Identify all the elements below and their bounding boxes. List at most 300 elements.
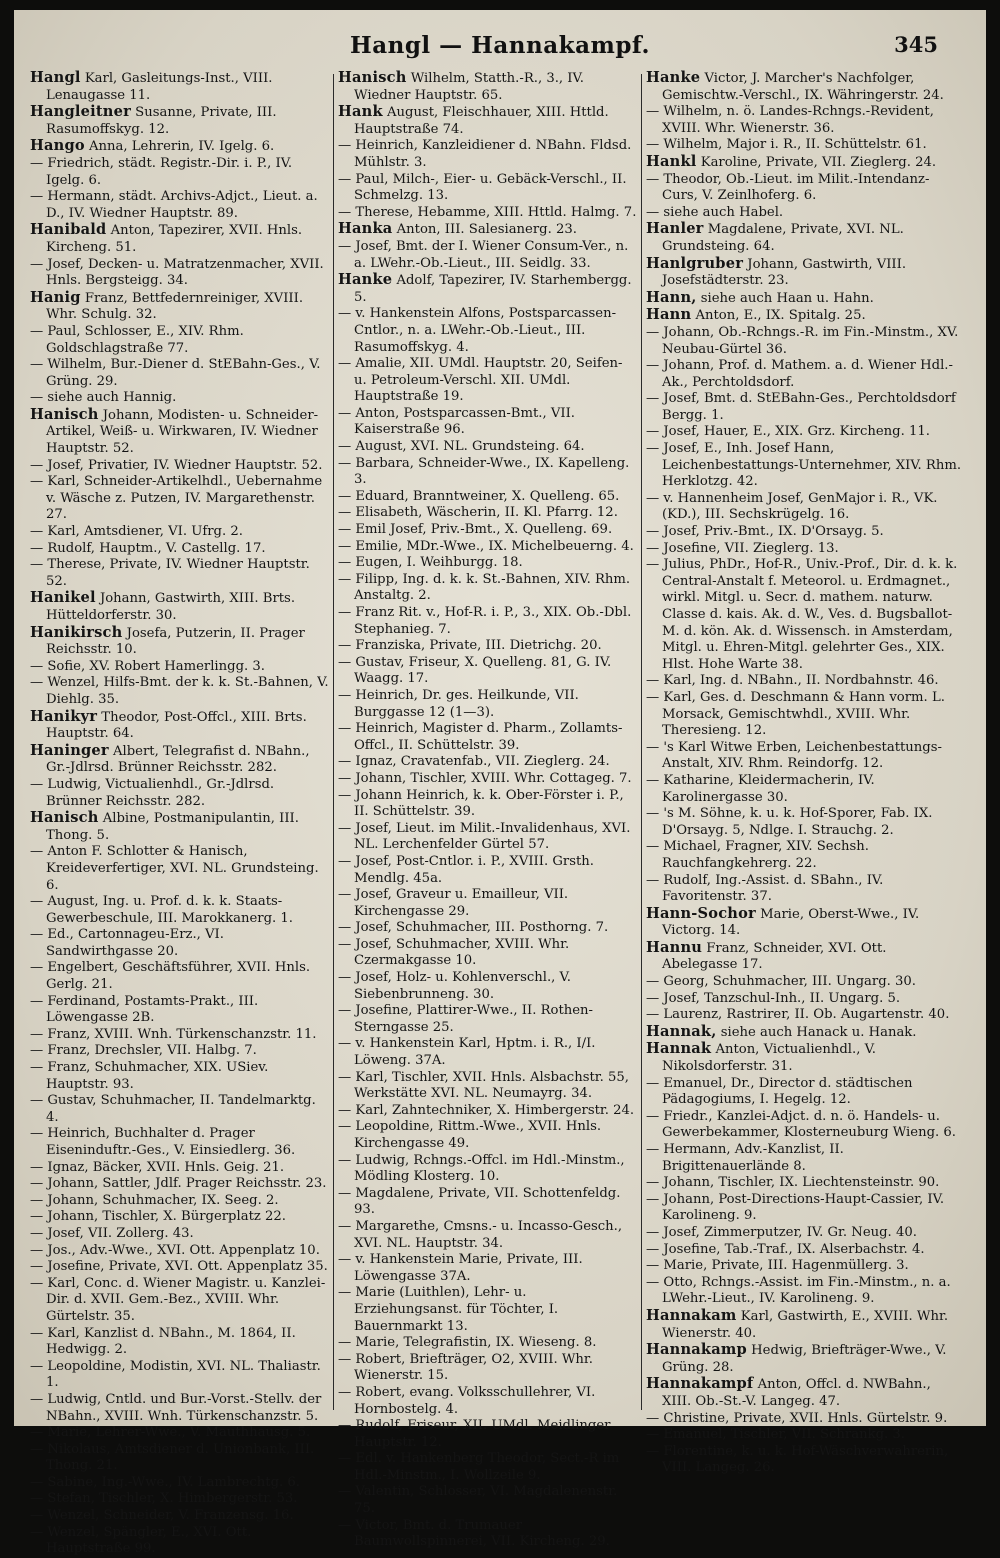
directory-entry <box>30 70 330 104</box>
directory-entry <box>30 390 330 407</box>
entry-text: — v. Hankenstein Marie, Private, III. Löwengasse 37A. <box>338 1252 583 1284</box>
entry-text: — August, Ing. u. Prof. d. k. k. Staats-Gewerbeschule, III. Marokkanerg. 1. <box>30 894 294 926</box>
running-title: Hangl — Hannakampf. <box>349 32 650 59</box>
entry-text: Franz, Bettfedernreiniger, XVIII. Whr. Schulg. 32. <box>46 290 304 323</box>
entry-surname: Hanke <box>646 69 701 86</box>
directory-entry <box>646 690 964 740</box>
entry-text: — Valentin, Schlosser, VI. Magdalenenstr. 75. <box>338 1484 618 1517</box>
entry-text: — Karl, Zahntechniker, X. Himbergerstr. 24. <box>338 1102 635 1118</box>
entry-text: — Johann, Tischler, X. Bürgerplatz 22. <box>30 1209 286 1225</box>
column-1 <box>30 69 330 1557</box>
directory-entry <box>30 1475 330 1492</box>
entry-text: — Josef, Privatier, IV. Wiedner Hauptstr. 52. <box>30 457 323 473</box>
entry-text: — Friedrich, städt. Registr.-Dir. i. P., IV. Igelg. 6. <box>30 155 293 188</box>
directory-entry <box>646 541 964 558</box>
entry-text: Johann, Gastwirth, XIII. Brts. Hütteldorferstr. 30. <box>46 591 296 623</box>
entry-text: — Robert, evang. Volksschullehrer, VI. Hornbostelg. 4. <box>338 1384 596 1417</box>
directory-entry <box>30 1209 330 1226</box>
entry-text: — Emilie, MDr.-Wwe., IX. Michelbeuerng. 4. <box>338 538 634 554</box>
directory-entry <box>338 205 638 222</box>
directory-entry <box>338 1103 638 1120</box>
entry-text: — Johann, Sattler, Jdlf. Prager Reichsstr. 23. <box>30 1176 327 1192</box>
entry-text: — Josef, Bmt. der I. Wiener Consum-Ver., n. a. LWehr.-Ob.-Lieut., III. Seidlg. 33. <box>338 238 629 271</box>
directory-entry <box>30 1243 330 1260</box>
directory-entry <box>30 407 330 458</box>
entry-text: — Ludwig, Victualienhdl., Gr.-Jdlrsd. Brünner Reichsstr. 282. <box>30 776 275 809</box>
directory-entry <box>338 821 638 854</box>
directory-entry <box>646 1411 964 1428</box>
directory-entry <box>646 873 964 906</box>
directory-entry <box>646 307 964 325</box>
directory-entry <box>30 1508 330 1525</box>
entry-surname: Hanisch <box>30 809 99 827</box>
entry-text: — Katharine, Kleidermacherin, IV. Karolinergasse 30. <box>646 772 875 805</box>
directory-entry <box>338 272 638 306</box>
entry-text: — Therese, Private, IV. Wiedner Hauptstr. 52. <box>30 557 310 589</box>
entry-text: — Gustav, Friseur, X. Quelleng. 81, G. IV. Waagg. 17. <box>338 654 612 687</box>
directory-entry <box>30 1276 330 1326</box>
directory-entry <box>338 1252 638 1285</box>
entry-surname: Hannak <box>646 1040 712 1058</box>
entry-text: — Rudolf, Ing.-Assist. d. SBahn., IV. Favoritenstr. 37. <box>646 872 884 905</box>
entry-text: Theodor, Post-Offcl., XIII. Brts. Hauptstr. 64. <box>46 709 307 742</box>
entry-text: — Paul, Milch-, Eier- u. Gebäck-Verschl., II. Schmelzg. 13. <box>338 171 627 204</box>
entry-surname: Hannu <box>646 938 703 956</box>
directory-entry <box>30 138 330 156</box>
directory-entry <box>30 458 330 475</box>
entry-text: — Emanuel, Dr., Director d. städtischen Pädagogiums, I. Hegelg. 12. <box>646 1075 913 1108</box>
entry-text: — Josef, Schuhmacher, III. Posthorng. 7. <box>338 920 609 936</box>
entry-surname: Hann, <box>646 288 697 306</box>
directory-entry <box>646 773 964 806</box>
entry-text: — Karl, Ges. d. Deschmann & Hann vorm. L. Morsack, Gemischtwhdl., XVIII. Whr. Theresieng. 12. <box>646 689 945 739</box>
entry-text: — Filipp, Ing. d. k. k. St.-Bahnen, XIV. Rhm. Anstaltg. 2. <box>338 571 631 604</box>
directory-entry <box>30 894 330 927</box>
entry-text: — Sabine, Ing.-Wwe., IV. Lambrechtg. 6. <box>30 1474 300 1490</box>
directory-entry <box>646 1007 964 1024</box>
entry-text: — Josef, Schuhmacher, XVIII. Whr. Czermakgasse 10. <box>338 936 570 969</box>
entry-text: — Paul, Schlosser, E., XIV. Rhm. Goldschlagstraße 77. <box>30 323 244 356</box>
entry-text: — Margarethe, Cmsns.- u. Incasso-Gesch., XVI. NL. Hauptstr. 34. <box>338 1218 623 1251</box>
entry-text: — Magdalene, Private, VII. Schottenfeldg. 93. <box>338 1185 621 1218</box>
entry-text: — Barbara, Schneider-Wwe., IX. Kapelleng. 3. <box>338 455 630 488</box>
directory-entry <box>338 721 638 754</box>
directory-entry <box>338 788 638 821</box>
entry-text: — Josef, Lieut. im Milit.-Invalidenhaus, XVI. NL. Lerchenfelder Gürtel 57. <box>338 820 631 853</box>
directory-entry <box>338 1352 638 1385</box>
directory-entry <box>30 1425 330 1442</box>
entry-surname: Hank <box>338 103 383 121</box>
entry-text: — Marie (Luithlen), Lehr- u. Erziehungsanst. für Töchter, I. Bauernmarkt 13. <box>338 1285 559 1334</box>
directory-entry <box>338 1036 638 1069</box>
directory-entry <box>646 557 964 673</box>
directory-entry <box>338 306 638 356</box>
entry-surname: Hanisch <box>30 405 99 423</box>
entry-text: Anna, Lehrerin, IV. Igelg. 6. <box>89 139 275 155</box>
directory-entry <box>646 1192 964 1225</box>
directory-entry <box>30 474 330 524</box>
directory-entry <box>646 491 964 524</box>
directory-entry <box>30 324 330 357</box>
entry-text: Victor, J. Marcher's Nachfolger, Gemischtw.-Verschl., IX. Währingerstr. 24. <box>662 71 944 103</box>
directory-entry <box>338 1119 638 1152</box>
directory-entry <box>30 257 330 290</box>
directory-entry <box>338 1418 638 1451</box>
entry-text: — Wilhelm, Major i. R., II. Schüttelstr. 61. <box>646 137 927 153</box>
directory-entry <box>646 806 964 839</box>
directory-entry <box>338 970 638 1003</box>
entry-surname: Hango <box>30 137 85 155</box>
directory-entry <box>338 754 638 771</box>
entry-text: — Rudolf, Hauptm., V. Castellg. 17. <box>30 540 266 556</box>
directory-entry <box>338 920 638 937</box>
entry-text: — Johann Heinrich, k. k. Ober-Förster i. P., II. Schüttelstr. 39. <box>338 787 624 820</box>
entry-surname: Hannakam <box>646 1306 737 1324</box>
directory-entry <box>30 1326 330 1359</box>
entry-text: — Franz, Schuhmacher, XIX. USiev. Hauptstr. 93. <box>30 1060 269 1092</box>
entry-text: — Karl, Schneider-Artikelhdl., Uebernahme v. Wäsche z. Putzen, IV. Margarethenstr. 27. <box>30 474 323 523</box>
directory-entry <box>30 222 330 256</box>
entry-text: — Engelbert, Geschäftsführer, XVII. Hnls. Gerlg. 21. <box>30 960 311 993</box>
directory-entry <box>30 810 330 844</box>
entry-text: — Karl, Amtsdiener, VI. Ufrg. 2. <box>30 524 243 540</box>
directory-entry <box>338 638 638 655</box>
directory-entry <box>646 391 964 424</box>
directory-entry <box>646 1444 964 1477</box>
entry-text: — Franziska, Private, III. Dietrichg. 20. <box>338 638 602 654</box>
entry-text: — Josef, Hauer, E., XIX. Grz. Kircheng. 11. <box>646 424 930 440</box>
entry-text: — Josef, VII. Zollerg. 43. <box>30 1225 194 1241</box>
entry-text: Karl, Gastwirth, E., XVIII. Whr. Wienerstr. 40. <box>662 1308 949 1341</box>
column-2 <box>338 69 638 1550</box>
entry-text: — Otto, Rchngs.-Assist. im Fin.-Minstm., n. a. LWehr.-Lieut., IV. Karolineng. 9. <box>646 1274 951 1307</box>
directory-entry <box>646 974 964 991</box>
entry-text: siehe auch Hanack u. Hanak. <box>720 1024 917 1040</box>
entry-text: — Josef, Bmt. d. StEBahn-Ges., Perchtoldsdorf Bergg. 1. <box>646 391 956 423</box>
directory-entry <box>646 137 964 154</box>
entry-text: Albert, Telegrafist d. NBahn., Gr.-Jdlrsd. Brünner Reichsstr. 282. <box>46 743 310 776</box>
entry-text: — Nikolaus, Amtsdiener d. Unionbank, III. Thong. 21. <box>30 1441 315 1474</box>
entry-text: — Josef, Zimmerputzer, IV. Gr. Neug. 40. <box>646 1224 917 1240</box>
entry-text: — Marie, Lehrer-Wwe., V. Mauthhausg. 5. <box>30 1425 311 1441</box>
entry-text: — Emil Josef, Priv.-Bmt., X. Quelleng. 69. <box>338 522 613 538</box>
entry-text: — Karl, Tischler, XVII. Hnls. Alsbachstr. 55, Werkstätte XVI. NL. Neumayrg. 34. <box>338 1069 629 1102</box>
entry-text: — 's M. Söhne, k. u. k. Hof-Sporer, Fab. IX. D'Orsayg. 5, Ndlge. I. Strauchg. 2. <box>646 806 933 838</box>
entry-text: — Heinrich, Buchhalter d. Prager Eiseninduftr.-Ges., V. Einsiedlerg. 36. <box>30 1126 296 1158</box>
directory-entry <box>338 172 638 205</box>
directory-entry <box>30 709 330 743</box>
directory-entry <box>30 1359 330 1392</box>
directory-entry <box>30 1160 330 1177</box>
directory-entry <box>646 154 964 172</box>
entry-surname: Hanisch <box>338 69 407 86</box>
directory-entry <box>30 1226 330 1243</box>
directory-entry <box>30 1442 330 1475</box>
directory-entry <box>338 1518 638 1551</box>
entry-text: — Hermann, städt. Archivs-Adjct., Lieut. a. D., IV. Wiedner Hauptstr. 89. <box>30 189 318 221</box>
entry-surname: Hanler <box>646 220 704 238</box>
directory-entry <box>646 1076 964 1109</box>
directory-entry <box>646 1109 964 1142</box>
directory-entry <box>338 688 638 721</box>
entry-text: — Gustav, Schuhmacher, II. Tandelmarktg. 4. <box>30 1093 316 1125</box>
entry-surname: Hann <box>646 306 692 324</box>
directory-entry <box>30 524 330 541</box>
directory-entry <box>338 572 638 605</box>
entry-text: — Leopoldine, Modistin, XVI. NL. Thaliastr. 1. <box>30 1358 321 1391</box>
directory-entry <box>646 1342 964 1376</box>
directory-entry <box>338 655 638 688</box>
entry-text: — Georg, Schuhmacher, III. Ungarg. 30. <box>646 974 917 990</box>
entry-text: — Johann, Post-Directions-Haupt-Cassier, IV. Karolineng. 9. <box>646 1191 945 1224</box>
directory-entry <box>338 1285 638 1335</box>
directory-entry <box>646 104 964 137</box>
directory-entry <box>30 1027 330 1044</box>
page-number: 345 <box>894 32 938 57</box>
entry-text: — Wenzel, Schneider, V. Franzensg. 16. <box>30 1508 294 1524</box>
directory-entry <box>646 1258 964 1275</box>
entry-text: Karoline, Private, VII. Zieglerg. 24. <box>700 154 937 170</box>
entry-text: Anton, Offcl. d. NWBahn., XIII. Ob.-St.-V. Langeg. 47. <box>662 1377 931 1409</box>
entry-text: — Josef, Holz- u. Kohlenverschl., V. Siebenbrunneng. 30. <box>338 970 571 1002</box>
directory-entry <box>338 489 638 506</box>
entry-surname: Hannakamp <box>646 1341 747 1359</box>
entry-text: Anton, Tapezirer, XVII. Hnls. Kircheng. 51. <box>46 223 303 255</box>
directory-entry <box>338 406 638 439</box>
entry-text: — Franz, Drechsler, VII. Halbg. 7. <box>30 1043 257 1059</box>
entry-text: — v. Hannenheim Josef, GenMajor i. R., VK. (KD.), III. Sechskrügelg. 16. <box>646 490 938 523</box>
entry-surname: Haninger <box>30 741 109 759</box>
directory-entry <box>30 189 330 222</box>
entry-surname: Hanikirsch <box>30 623 123 641</box>
entry-text: Susanne, Private, III. Rasumoffskyg. 12. <box>46 105 277 137</box>
entry-text: Adolf, Tapezirer, IV. Starhembergg. 5. <box>354 273 632 305</box>
directory-entry <box>30 675 330 708</box>
entry-surname: Hangleitner <box>30 103 131 121</box>
directory-entry <box>30 104 330 138</box>
directory-entry <box>30 1060 330 1093</box>
directory-entry <box>338 539 638 556</box>
entry-text: — siehe auch Habel. <box>646 204 784 220</box>
directory-entry <box>30 557 330 590</box>
directory-entry <box>646 839 964 872</box>
directory-entry <box>338 104 638 138</box>
entry-text: — Josef, E., Inh. Josef Hann, Leichenbestattungs-Unternehmer, XIV. Rhm. Herklotzg. 42. <box>646 441 962 490</box>
directory-entry <box>338 1153 638 1186</box>
entry-text: — Josefine, VII. Zieglerg. 13. <box>646 540 839 556</box>
directory-entry <box>646 290 964 308</box>
entry-text: — Josefine, Plattirer-Wwe., II. Rothen-Sterngasse 25. <box>338 1003 594 1035</box>
entry-text: — August, XVI. NL. Grundsteing. 64. <box>338 439 585 455</box>
entry-text: — Wilhelm, Bur.-Diener d. StEBahn-Ges., V. Grüng. 29. <box>30 357 321 389</box>
entry-text: — Friedr., Kanzlei-Adjct. d. n. ö. Handels- u. Gewerbekammer, Klosterneuburg Wieng. 6. <box>646 1108 956 1141</box>
directory-entry <box>338 456 638 489</box>
directory-entry <box>30 1525 330 1558</box>
entry-surname: Hangl <box>30 69 81 86</box>
directory-entry <box>338 239 638 272</box>
directory-entry <box>30 1093 330 1126</box>
entry-text: — Therese, Hebamme, XIII. Httld. Halmg. 7. <box>338 204 637 220</box>
entry-text: — Wilhelm, n. ö. Landes-Rchngs.-Revident, XVIII. Whr. Wienerstr. 36. <box>646 104 934 136</box>
entry-text: — Sofie, XV. Robert Hamerlingg. 3. <box>30 658 265 674</box>
entry-text: Franz, Schneider, XVI. Ott. Abelegasse 17. <box>662 940 887 973</box>
directory-entry <box>646 325 964 358</box>
directory-entry <box>338 771 638 788</box>
directory-entry <box>646 424 964 441</box>
directory-entry <box>646 70 964 104</box>
directory-entry <box>30 659 330 676</box>
entry-surname: Hanlgruber <box>646 254 744 272</box>
directory-entry <box>646 740 964 773</box>
directory-entry <box>30 1126 330 1159</box>
directory-entry <box>30 156 330 189</box>
directory-page <box>14 10 986 1557</box>
entry-text: — Wenzel, Spängler, E., XVI. Ott. Hauptstraße 99. <box>30 1524 252 1557</box>
entry-text: — Karl, Ing. d. NBahn., II. Nordbahnstr. 46. <box>646 673 939 689</box>
entry-text: — Johann, Ob.-Rchngs.-R. im Fin.-Minstm., XV. Neubau-Gürtel 36. <box>646 324 959 357</box>
entry-text: — Edl. v. Hankenberg Theodor, Sect.-R im Hdl.-Minstm., I. Wollzeile 9. <box>338 1451 620 1483</box>
directory-entry <box>646 205 964 222</box>
directory-entry <box>30 960 330 993</box>
directory-entry <box>338 439 638 456</box>
entry-text: — Ed., Cartonnageu-Erz., VI. Sandwirthgasse 20. <box>30 927 224 959</box>
directory-entry <box>338 1219 638 1252</box>
directory-entry <box>338 1484 638 1517</box>
entry-text: Marie, Oberst-Wwe., IV. Victorg. 14. <box>662 906 920 939</box>
directory-entry <box>30 1259 330 1276</box>
directory-entry <box>646 991 964 1008</box>
directory-entry <box>30 1491 330 1508</box>
column-divider <box>333 74 334 1410</box>
directory-entry <box>338 505 638 522</box>
entry-surname: Hankl <box>646 152 697 170</box>
entry-text: Albine, Postmanipulantin, III. Thong. 5. <box>46 811 299 843</box>
entry-text: — Heinrich, Dr. ges. Heilkunde, VII. Burggasse 12 (1—3). <box>338 687 579 720</box>
directory-entry <box>30 1176 330 1193</box>
entry-text: — Ludwig, Rchngs.-Offcl. im Hdl.-Minstm., Mödling Klosterg. 10. <box>338 1152 625 1185</box>
entry-text: Johann, Modisten- u. Schneider-Artikel, Weiß- u. Wirkwaren, IV. Wiedner Hauptstr. 52. <box>46 407 319 457</box>
directory-entry <box>30 290 330 324</box>
directory-entry <box>646 1242 964 1259</box>
entry-text: — Josef, Tanzschul-Inh., II. Ungarg. 5. <box>646 990 901 1006</box>
directory-entry <box>646 1041 964 1075</box>
directory-entry <box>646 1376 964 1410</box>
entry-text: — Hermann, Adv.-Kanzlist, II. Brigittenauerlände 8. <box>646 1142 844 1174</box>
entry-text: — Eugen, I. Weihburgg. 18. <box>338 555 523 571</box>
entry-text: — Anton F. Schlotter & Hanisch, Kreideverfertiger, XVI. NL. Grundsteing. 6. <box>30 844 319 893</box>
directory-entry <box>338 854 638 887</box>
entry-text: — v. Hankenstein Karl, Hptm. i. R., I/I. Löweng. 37A. <box>338 1036 596 1069</box>
directory-entry <box>30 1043 330 1060</box>
entry-text: — Josef, Graveur u. Emailleur, VII. Kirchengasse 29. <box>338 887 569 919</box>
directory-entry <box>646 940 964 974</box>
entry-text: — Victor, Bmt. d. Trumauer Baumwollspinnerei, VII. Kircheng. 29. <box>338 1517 610 1550</box>
column-divider <box>641 74 642 1410</box>
directory-entry <box>30 777 330 810</box>
entry-surname: Hannak, <box>646 1022 717 1040</box>
directory-entry <box>646 1024 964 1042</box>
entry-text: Johann, Gastwirth, VIII. Josefstädterstr. 23. <box>662 256 907 289</box>
entry-surname: Hanikyr <box>30 707 98 725</box>
directory-entry <box>338 1186 638 1219</box>
directory-entry <box>646 1275 964 1308</box>
directory-entry <box>646 1175 964 1192</box>
entry-surname: Hann-Sochor <box>646 904 756 922</box>
directory-entry <box>646 906 964 940</box>
directory-entry <box>338 1003 638 1036</box>
directory-entry <box>30 541 330 558</box>
page-header <box>14 30 986 66</box>
entry-text: — Johann, Tischler, IX. Liechtensteinstr. 90. <box>646 1175 940 1191</box>
entry-text: — Johann, Tischler, XVIII. Whr. Cottageg. 7. <box>338 770 632 786</box>
entry-surname: Hanibald <box>30 221 107 239</box>
entry-text: — Karl, Kanzlist d. NBahn., M. 1864, II. Hedwigg. 2. <box>30 1325 296 1358</box>
entry-text: — Franz, XVIII. Wnh. Türkenschanzstr. 11. <box>30 1026 317 1042</box>
entry-surname: Hannakampf <box>646 1375 754 1393</box>
entry-text: — Emanuel, Tischler, VII. Schrankg. 3. <box>646 1427 905 1443</box>
entry-text: — Stefan, Tischler, X. Himbergerstr. 53. <box>30 1491 298 1507</box>
directory-entry <box>30 743 330 777</box>
entry-text: — siehe auch Hannig. <box>30 390 177 406</box>
entry-text: — Julius, PhDr., Hof-R., Univ.-Prof., Dir. d. k. k. Central-Anstalt f. Meteorol. u. Erdmagnet., wirkl. Mitgl. u. Secr. d. mathem. naturw. Classe d. kais. Ak. d. W., Ves. d. Bugsballot-M. d. kön. Ak. d. Wissensch. in Amsterdam, Mitgl. u. Ehren-Mitgl. gelehrter Ges., XIX. Hlst. Hohe Warte 38. <box>646 557 958 672</box>
directory-entry <box>646 221 964 255</box>
entry-text: Anton, Victualienhdl., V. Nikolsdorferstr. 31. <box>662 1042 876 1075</box>
entry-text: Hedwig, Briefträger-Wwe., V. Grüng. 28. <box>662 1343 947 1375</box>
entry-text: August, Fleischhauer, XIII. Httld. Hauptstraße 74. <box>354 105 609 137</box>
directory-entry <box>646 1427 964 1444</box>
entry-text: — Amalie, XII. UMdl. Hauptstr. 20, Seifen- u. Petroleum-Verschl. XII. UMdl. Hauptstraße 19. <box>338 356 623 405</box>
directory-entry <box>646 256 964 290</box>
directory-entry <box>338 356 638 406</box>
entry-text: Karl, Gasleitungs-Inst., VIII. Lenaugasse 11. <box>46 71 273 103</box>
directory-entry <box>338 887 638 920</box>
directory-entry <box>338 221 638 239</box>
entry-text: Josefa, Putzerin, II. Prager Reichsstr. 10. <box>46 625 305 658</box>
directory-entry <box>338 522 638 539</box>
directory-entry <box>338 555 638 572</box>
entry-text: — Elisabeth, Wäscherin, II. Kl. Pfarrg. 12. <box>338 505 618 521</box>
entry-surname: Hanka <box>338 220 393 238</box>
entry-text: — Theodor, Ob.-Lieut. im Milit.-Intendanz-Curs, V. Zeinlhoferg. 6. <box>646 171 930 204</box>
entry-text: — Christine, Private, XVII. Hnls. Gürtelstr. 9. <box>646 1410 948 1426</box>
entry-text: — Laurenz, Rastrirer, II. Ob. Augartenstr. 40. <box>646 1007 950 1023</box>
entry-text: — Karl, Conc. d. Wiener Magistr. u. Kanzlei-Dir. d. XVII. Gem.-Bez., XVIII. Whr. Gürtelstr. 35. <box>30 1275 326 1324</box>
entry-text: — Anton, Postsparcassen-Bmt., VII. Kaiserstraße 96. <box>338 405 575 438</box>
directory-entry <box>30 994 330 1027</box>
entry-text: — Wenzel, Hilfs-Bmt. der k. k. St.-Bahnen, V. Diehlg. 35. <box>30 675 329 707</box>
entry-text: — Josef, Decken- u. Matratzenmacher, XVII. Hnls. Bergsteigg. 34. <box>30 256 324 289</box>
entry-text: — Leopoldine, Rittm.-Wwe., XVII. Hnls. Kirchengasse 49. <box>338 1119 602 1151</box>
entry-text: Wilhelm, Statth.-R., 3., IV. Wiedner Hauptstr. 65. <box>354 71 584 103</box>
entry-text: — Ignaz, Bäcker, XVII. Hnls. Geig. 21. <box>30 1159 285 1175</box>
directory-entry <box>338 937 638 970</box>
directory-entry <box>30 590 330 624</box>
directory-entry <box>646 1225 964 1242</box>
entry-text: siehe auch Haan u. Hahn. <box>700 290 874 306</box>
directory-entry <box>338 605 638 638</box>
directory-entry <box>646 1308 964 1342</box>
directory-entry <box>338 1070 638 1103</box>
directory-entry <box>646 673 964 690</box>
entry-text: — Jos., Adv.-Wwe., XVI. Ott. Appenplatz 10. <box>30 1242 320 1258</box>
entry-text: — Johann, Schuhmacher, IX. Seeg. 2. <box>30 1192 279 1208</box>
directory-entry <box>646 441 964 491</box>
entry-text: — Josefine, Private, XVI. Ott. Appenplatz 35. <box>30 1259 328 1275</box>
entry-text: — 's Karl Witwe Erben, Leichenbestattungs-Anstalt, XIV. Rhm. Reindorfg. 12. <box>646 739 942 772</box>
entry-text: — Johann, Prof. d. Mathem. a. d. Wiener Hdl.-Ak., Perchtoldsdorf. <box>646 358 953 390</box>
entry-text: — Heinrich, Kanzleidiener d. NBahn. Fldsd. Mühlstr. 3. <box>338 138 632 170</box>
column-3 <box>646 69 964 1476</box>
